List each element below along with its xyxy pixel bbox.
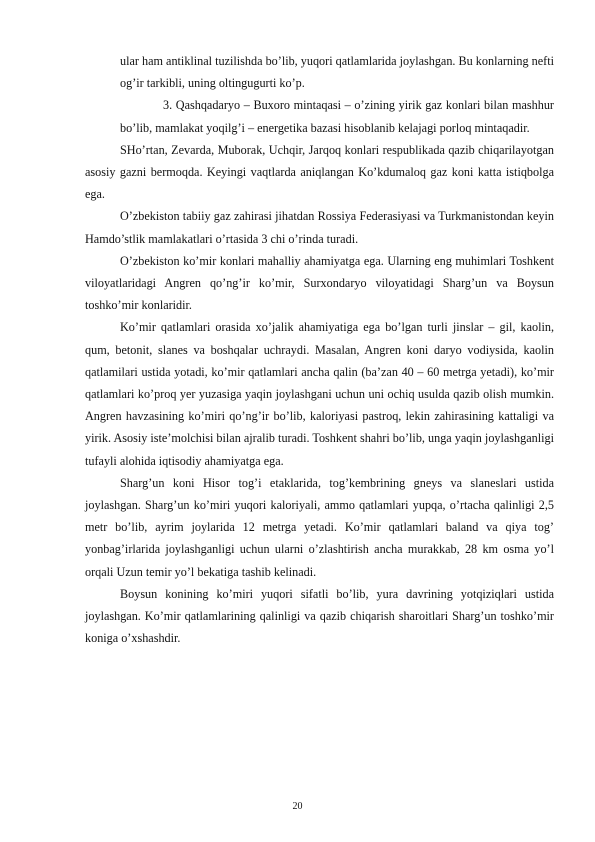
paragraph: Sharg’un koni Hisor tog’i etaklarida, tog’kembrining gneys va slaneslari ustida joylashgan. Sharg’un ko’miri yuqori kaloriyali, ammo qatlamlari yupqa, o’rtacha qalinligi 2,5 metr bo’lib, ayrim joylarida 12 metrga yetadi. Ko’mir qatlamlari baland va qiya tog’ yonbag’irlarida joylashganligi uchun ularni o’zlashtirish ancha murakkab, 28 km osma yo’l orqali Uzun temir yo’l bekatiga tashib kelinadi. (85, 475, 554, 579)
page-number: 20 (292, 801, 303, 812)
paragraph: O’zbekiston tabiiy gaz zahirasi jihatdan Rossiya Federasiyasi va Turkmanistondan keyin Hamdo’stlik mamlakatlari o’rtasida 3 chi o’rinda turadi. (85, 209, 554, 246)
paragraph: O’zbekiston ko’mir konlari mahalliy ahamiyatga ega. Ularning eng muhimlari Toshkent viloyatlaridagi Angren qo’ng’ir ko’mir, Surxondaryo viloyatidagi Sharg’un va Boysun toshko’mir konlaridir. (85, 253, 554, 313)
paragraph: Ko’mir qatlamlari orasida xo’jalik ahamiyatiga ega bo’lgan turli jinslar – gil, kaolin, qum, betonit, slanes va boshqalar uchraydi. Masalan, Angren koni daryo vodiysida, kaolin qatlamilari ustida yotadi, ko’mir qatlamlari ancha qalin (ba’zan 40 – 60 metrga yetadi), ko’mir qatlamlari ko’proq yer yuzasiga yaqin joylashgani uchun uni ochiq usulda qazib olish mumkin. Angren havzasining ko’miri qo’ng’ir bo’lib, kaloriyasi pastroq, lekin zahirasining kattaligi va yirik. Asosiy iste’molchisi bilan ajralib turadi. Toshkent shahri bo’lib, unga yaqin joylashganligi tufayli alohida iqtisodiy ahamiyatga ega. (85, 320, 554, 468)
paragraph: Boysun konining ko’miri yuqori sifatli bo’lib, yura davrining yotqiziqlari ustida joylashgan. Ko’mir qatlamlarining qalinligi va qazib chiqarish sharoitlari Sharg’un toshko’mir koniga o’xshashdir. (85, 586, 554, 646)
body-text (85, 50, 554, 649)
paragraph-continuation: ular ham antiklinal tuzilishda bo’lib, yuqori qatlamlarida joylashgan. Bu konlarning nefti og’ir tarkibli, uning oltingugurti ko’p. (120, 54, 554, 91)
paragraph: SHo’rtan, Zevarda, Muborak, Uchqir, Jarqoq konlari respublikada qazib chiqarilayotgan asosiy gazni bermoqda. Keyingi vaqtlarda aniqlangan Ko’kdumaloq gaz koni katta istiqbolga ega. (85, 142, 554, 202)
paragraph-numbered-region: 3. Qashqadaryo – Buxoro mintaqasi – o’zining yirik gaz konlari bilan mashhur bo’lib, mamlakat yoqilg’i – energetika bazasi hisoblanib kelajagi porloq mintaqadir. (120, 98, 554, 135)
